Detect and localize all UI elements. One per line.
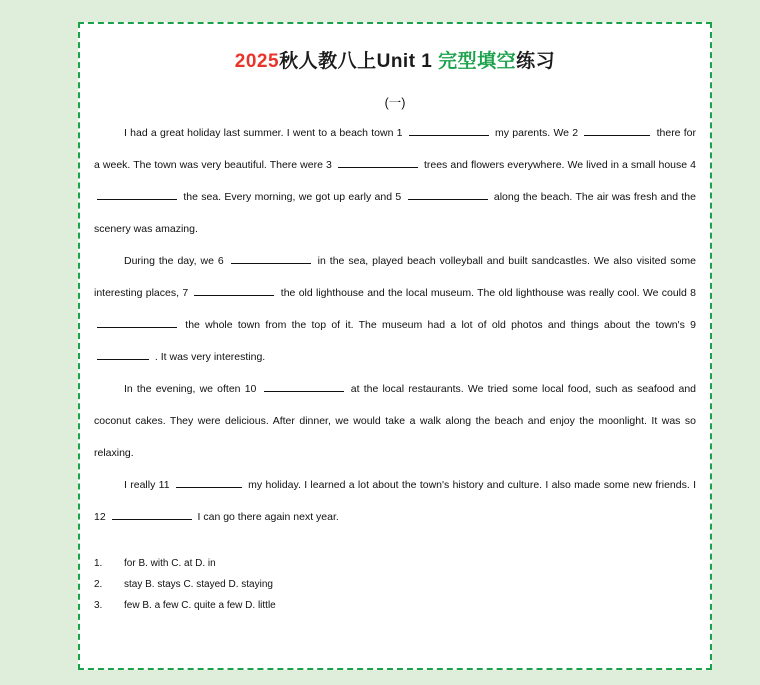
text-run: in the sea, played beach volleyball and built sandcastles. We also visited some interesting places, 7 — [94, 255, 696, 299]
answer-blank-1[interactable] — [409, 124, 489, 136]
option-number: 3. — [94, 600, 103, 611]
answer-blank-12[interactable] — [112, 508, 192, 520]
answer-blank-5[interactable] — [408, 188, 488, 200]
answer-blank-2[interactable] — [584, 124, 650, 136]
option-number: 1. — [94, 558, 103, 569]
options-list — [94, 553, 696, 616]
title-type: 完型填空 — [438, 51, 517, 72]
text-run: the whole town from the top of it. The museum had a lot of old photos and things about the town's 9 — [185, 319, 696, 331]
option-choices: few B. a few C. quite a few D. little — [124, 600, 276, 611]
title-suffix: 练习 — [516, 51, 556, 72]
title-unit: Unit 1 — [376, 51, 433, 72]
passage-paragraph-4 — [94, 469, 696, 533]
text-run: the old lighthouse and the local museum. The old lighthouse was really cool. We could 8 — [280, 287, 697, 299]
answer-blank-7[interactable] — [194, 284, 274, 296]
answer-blank-4[interactable] — [97, 188, 177, 200]
text-run: . It was very interesting. — [154, 351, 266, 363]
passage-paragraph-3 — [94, 373, 696, 469]
option-choices: for B. with C. at D. in — [124, 558, 216, 569]
text-run: there for a week. The town was very beautiful. There were 3 — [94, 127, 697, 171]
page-title — [94, 46, 696, 73]
option-number: 2. — [94, 579, 103, 590]
passage-paragraph-2 — [94, 245, 696, 373]
answer-blank-10[interactable] — [264, 380, 344, 392]
option-item — [94, 553, 696, 574]
text-run: my parents. We 2 — [495, 127, 579, 139]
text-run: the sea. Every morning, we got up early and 5 — [183, 191, 402, 203]
text-run: my holiday. I learned a lot about the town's history and culture. I also made some new friends. I 12 — [94, 479, 696, 523]
answer-blank-8[interactable] — [97, 316, 177, 328]
title-book: 秋人教八上 — [279, 51, 377, 72]
option-item — [94, 574, 696, 595]
text-run: trees and flowers everywhere. We lived in a small house 4 — [423, 159, 696, 171]
worksheet-page — [78, 22, 712, 670]
option-item — [94, 595, 696, 616]
answer-blank-11[interactable] — [176, 476, 242, 488]
option-choices: stay B. stays C. stayed D. staying — [124, 579, 273, 590]
text-run: I can go there again next year. — [197, 511, 339, 523]
text-run: at the local restaurants. We tried some local food, such as seafood and coconut cakes. They were delicious. After dinner, we would take a walk along the beach and enjoy the moonlight. It was so relaxing. — [94, 383, 697, 459]
text-run: I had a great holiday last summer. I went to a beach town 1 — [124, 127, 403, 139]
text-run: During the day, we 6 — [124, 255, 224, 267]
text-run: along the beach. The air was fresh and the scenery was amazing. — [94, 191, 696, 235]
page-content — [80, 46, 710, 616]
answer-blank-3[interactable] — [338, 156, 418, 168]
title-year: 2025 — [234, 51, 280, 72]
section-label: (一) — [384, 96, 406, 110]
answer-blank-6[interactable] — [231, 252, 311, 264]
text-run: In the evening, we often 10 — [124, 383, 257, 395]
passage-paragraph-1 — [94, 117, 696, 245]
text-run: I really 11 — [124, 479, 170, 491]
answer-blank-9[interactable] — [97, 348, 149, 360]
